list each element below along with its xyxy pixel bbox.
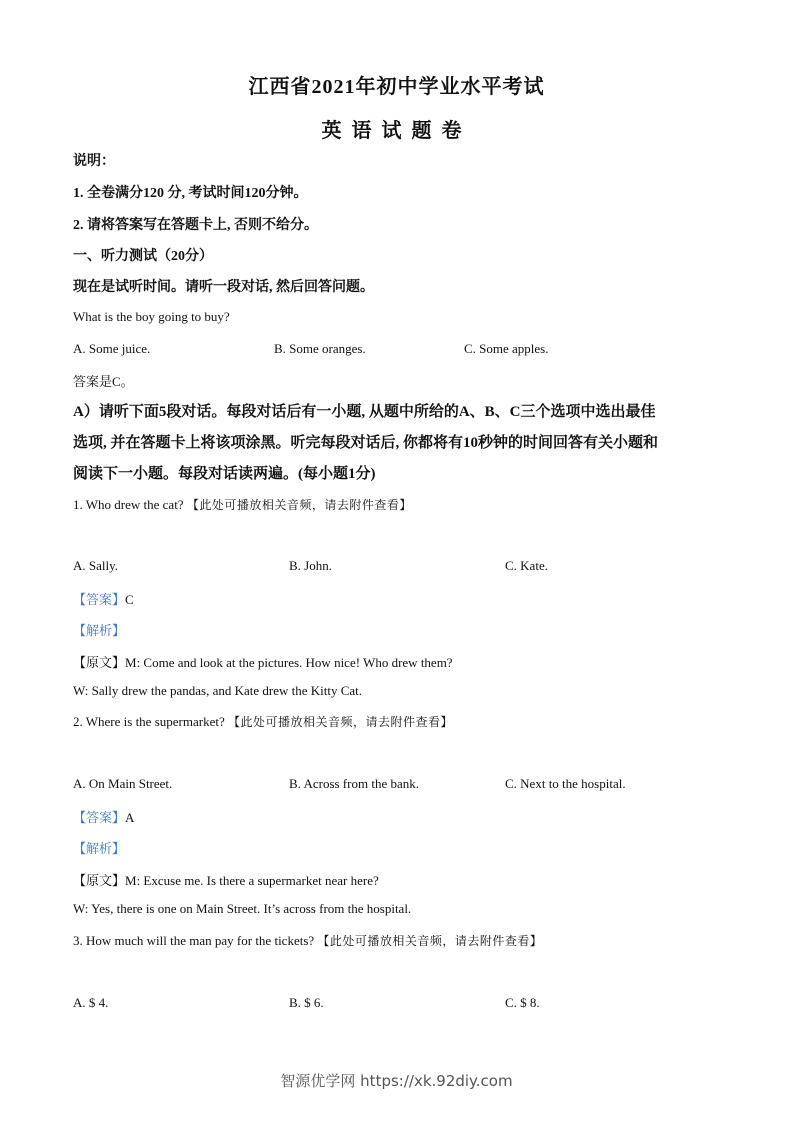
question-2-option-c: C. Next to the hospital.	[505, 776, 626, 791]
practice-answer: 答案是C。	[73, 374, 134, 389]
section-a-instruction-line-1: A）请听下面5段对话。每段对话后有一小题, 从题中所给的A、B、C三个选项中选出最佳	[73, 404, 656, 420]
question-3-option-b: B. $ 6.	[289, 995, 324, 1010]
question-2-analysis-label: 【解析】	[73, 841, 126, 856]
section-a-instruction-line-3: 阅读下一小题。每段对话读两遍。(每小题1分)	[73, 466, 376, 482]
instruction-rule-2: 2. 请将答案写在答题卡上, 否则不给分。	[73, 218, 318, 233]
question-2	[73, 713, 453, 730]
section-a-instruction-line-2: 选项, 并在答题卡上将该项涂黑。听完每段对话后, 你都将有10秒钟的时间回答有关小题和	[73, 435, 659, 451]
exam-subtitle: 英语试题卷	[321, 120, 472, 142]
question-1-transcript-line-2: W: Sally drew the pandas, and Kate drew the Kitty Cat.	[73, 683, 363, 698]
question-1-option-c: C. Kate.	[505, 558, 548, 573]
practice-instruction: 现在是试听时间。请听一段对话, 然后回答问题。	[73, 280, 374, 295]
question-3-option-a: A. $ 4.	[73, 995, 109, 1010]
question-prompt: 2. Where is the supermarket?	[73, 714, 225, 729]
question-1-transcript-line-1	[73, 652, 453, 671]
audio-note: 【此处可播放相关音频，请去附件查看】	[317, 934, 543, 948]
answer-label: 【答案】	[73, 592, 126, 607]
audio-note: 【此处可播放相关音频，请去附件查看】	[227, 715, 453, 729]
question-2-option-a: A. On Main Street.	[73, 776, 173, 791]
question-2-answer	[73, 807, 134, 826]
question-1-analysis-label: 【解析】	[73, 623, 126, 638]
transcript-label: 【原文】	[73, 655, 126, 670]
audio-note: 【此处可播放相关音频，请去附件查看】	[186, 498, 412, 512]
question-2-option-b: B. Across from the bank.	[289, 776, 419, 791]
question-2-transcript-line-2: W: Yes, there is one on Main Street. It’s across from the hospital.	[73, 901, 412, 916]
instruction-rule-1: 1. 全卷满分120 分, 考试时间120分钟。	[73, 186, 308, 201]
answer-label: 【答案】	[73, 810, 126, 825]
exam-title: 江西省2021年初中学业水平考试	[248, 76, 545, 98]
question-prompt: 1. Who drew the cat?	[73, 497, 184, 512]
transcript-text: M: Excuse me. Is there a supermarket near here?	[125, 873, 379, 888]
footer-watermark: 智源优学网 https://xk.92diy.com	[280, 1072, 513, 1090]
question-1-answer	[73, 589, 134, 608]
question-1	[73, 496, 412, 513]
practice-option-a: A. Some juice.	[73, 341, 151, 356]
practice-question: What is the boy going to buy?	[73, 309, 230, 324]
answer-value: A	[125, 810, 135, 825]
question-1-option-b: B. John.	[289, 558, 332, 573]
answer-value: C	[125, 592, 134, 607]
practice-option-b: B. Some oranges.	[274, 341, 366, 356]
instructions-heading: 说明：	[73, 154, 115, 169]
transcript-label: 【原文】	[73, 873, 126, 888]
question-3	[73, 932, 542, 949]
question-3-option-c: C. $ 8.	[505, 995, 540, 1010]
section-heading-listening: 一、听力测试（20分）	[73, 249, 213, 264]
question-1-option-a: A. Sally.	[73, 558, 119, 573]
practice-option-c: C. Some apples.	[464, 341, 549, 356]
question-prompt: 3. How much will the man pay for the tickets?	[73, 933, 315, 948]
transcript-text: M: Come and look at the pictures. How nice! Who drew them?	[125, 655, 453, 670]
question-2-transcript-line-1	[73, 870, 379, 889]
